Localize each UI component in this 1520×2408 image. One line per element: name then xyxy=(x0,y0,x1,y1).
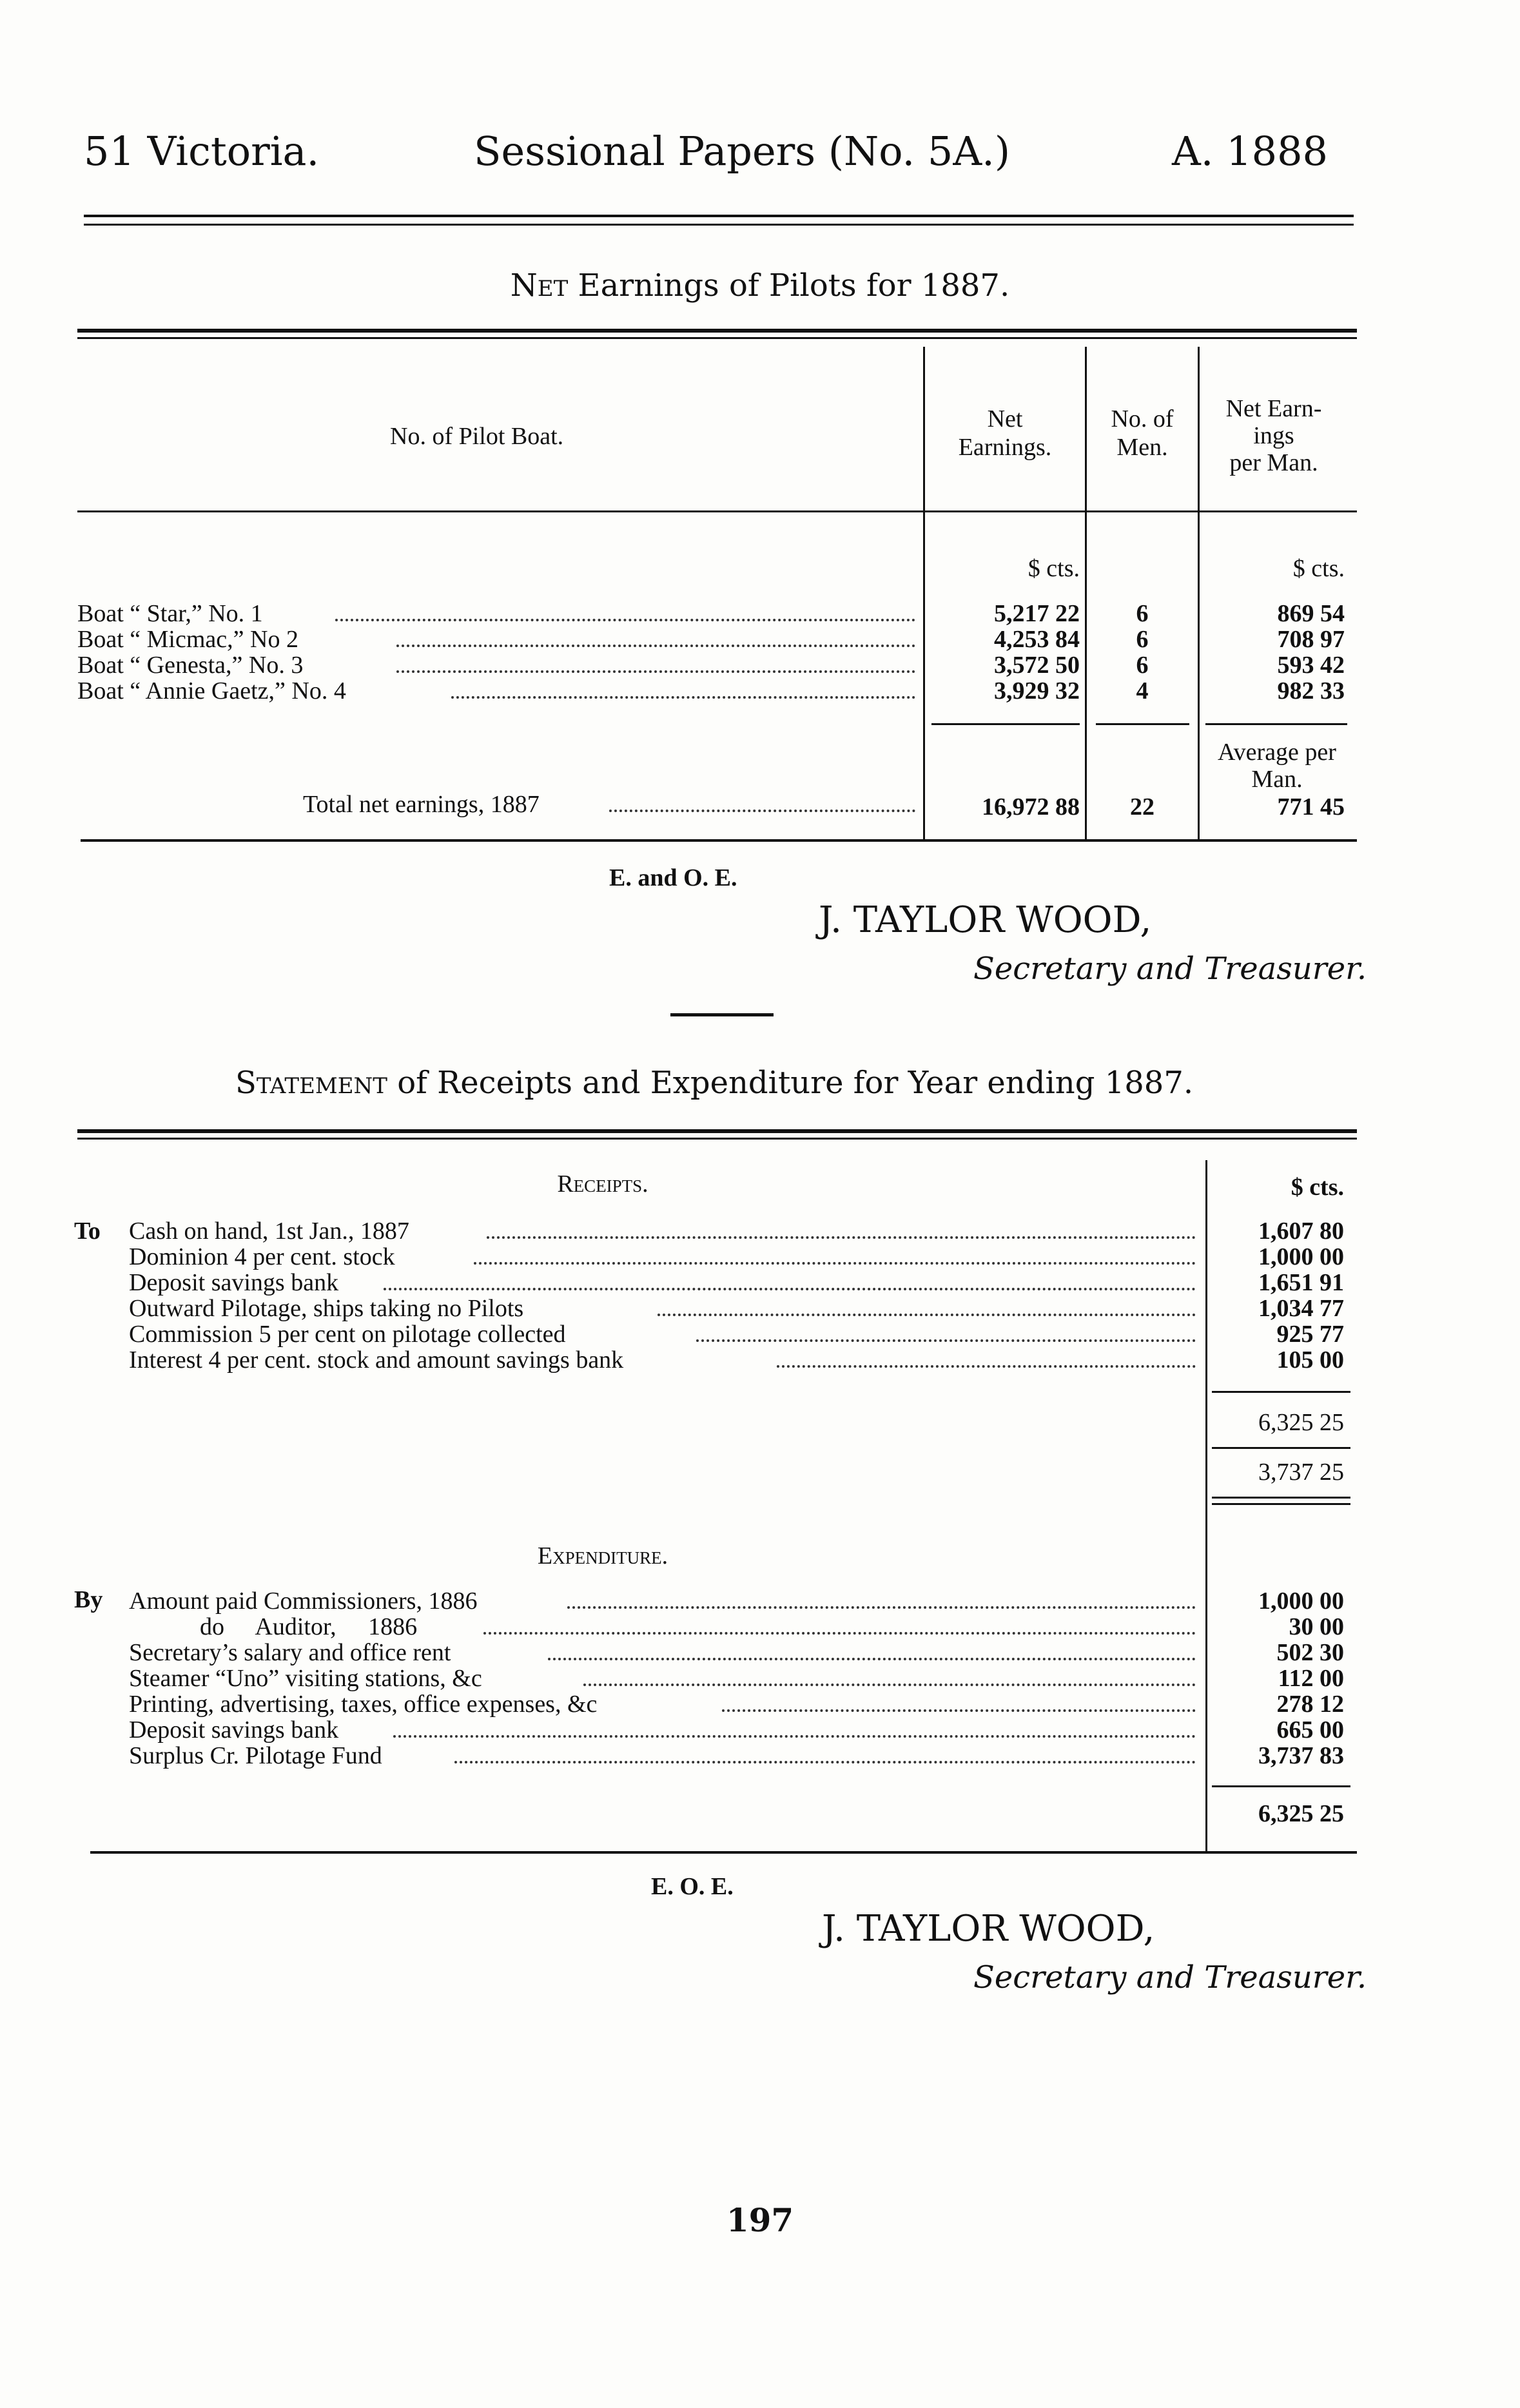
col-header-net-1: Net xyxy=(987,405,1023,432)
expenditure-amount-4: 112 00 xyxy=(1278,1665,1344,1692)
boat-row-3: Boat “ Genesta,” No. 3 xyxy=(77,652,304,679)
col-header-men-2: Men. xyxy=(1116,434,1168,461)
average-label-1: Average per xyxy=(1218,739,1336,766)
to-label: To xyxy=(74,1218,101,1245)
expenditure-total: 6,325 25 xyxy=(1258,1800,1344,1827)
boat-row-4: Boat “ Annie Gaetz,” No. 4 xyxy=(77,677,346,704)
receipt-amount-1: 1,607 80 xyxy=(1258,1218,1344,1245)
receipt-amount-6: 105 00 xyxy=(1276,1346,1344,1374)
leader-dots xyxy=(548,1658,1196,1660)
table2-title-prefix: Statement xyxy=(235,1065,387,1101)
receipt-3: Deposit savings bank xyxy=(129,1269,339,1296)
receipts-total: 6,325 25 xyxy=(1258,1409,1344,1436)
receipt-2: Dominion 4 per cent. stock xyxy=(129,1243,395,1270)
expenditure-amount-6: 665 00 xyxy=(1276,1716,1344,1743)
units-net: $ cts. xyxy=(1028,555,1080,582)
table1-title-rest: Earnings of Pilots for 1887. xyxy=(568,267,1010,304)
men-row-3: 6 xyxy=(1136,652,1149,679)
table1-top-rule-1 xyxy=(77,329,1357,333)
net-subtotal-rule xyxy=(931,723,1080,725)
leader-dots xyxy=(451,696,915,699)
net-row-4: 3,929 32 xyxy=(994,677,1080,704)
total-label: Total net earnings, 1887 xyxy=(303,791,540,818)
net-row-3: 3,572 50 xyxy=(994,652,1080,679)
expenditure-1: Amount paid Commissioners, 1886 xyxy=(129,1588,478,1615)
leader-dots xyxy=(396,670,915,673)
expenditure-6: Deposit savings bank xyxy=(129,1716,339,1743)
expenditure-4: Steamer “Uno” visiting stations, &c xyxy=(129,1665,482,1692)
receipts-sum-rule xyxy=(1212,1391,1350,1393)
receipt-4: Outward Pilotage, ships taking no Pilots xyxy=(129,1295,524,1322)
total-per: 771 45 xyxy=(1277,793,1345,820)
carried-rule-1 xyxy=(1212,1497,1350,1499)
net-row-2: 4,253 84 xyxy=(994,626,1080,653)
expenditure-amount-1: 1,000 00 xyxy=(1258,1588,1344,1615)
signature-name: J. TAYLOR WOOD, xyxy=(822,1908,1155,1950)
leader-dots xyxy=(658,1314,1196,1316)
header-center: Sessional Papers (No. 5A.) xyxy=(474,128,1011,175)
average-label-2: Man. xyxy=(1251,766,1303,793)
units-per: $ cts. xyxy=(1292,555,1345,582)
leader-dots xyxy=(474,1262,1196,1265)
men-row-4: 4 xyxy=(1136,677,1149,704)
leader-dots xyxy=(696,1339,1196,1342)
receipt-6: Interest 4 per cent. stock and amount savings bank xyxy=(129,1346,624,1374)
leader-dots xyxy=(454,1761,1196,1763)
col-header-per-3: per Man. xyxy=(1229,449,1318,476)
leader-dots xyxy=(722,1709,1196,1712)
signature-initials: E. O. E. xyxy=(651,1873,734,1900)
leader-dots xyxy=(583,1684,1196,1686)
total-men: 22 xyxy=(1130,793,1155,820)
table1-title xyxy=(0,267,1520,304)
receipts-header: Receipts. xyxy=(557,1170,648,1198)
table2-units: $ cts. xyxy=(1291,1174,1344,1201)
per-row-4: 982 33 xyxy=(1277,677,1345,704)
page-number: 197 xyxy=(726,2201,794,2239)
table2-top-rule-1 xyxy=(77,1129,1357,1133)
table2-top-rule-2 xyxy=(77,1138,1357,1140)
leader-dots xyxy=(609,810,915,812)
col-header-men-1: No. of xyxy=(1111,405,1174,432)
per-subtotal-rule xyxy=(1205,723,1347,725)
men-subtotal-rule xyxy=(1096,723,1189,725)
expenditure-amount-2: 30 00 xyxy=(1289,1613,1344,1640)
leader-dots xyxy=(483,1632,1196,1635)
leader-dots xyxy=(335,619,915,621)
carried-amount: 3,737 25 xyxy=(1258,1459,1344,1486)
carried-rule-2 xyxy=(1212,1503,1350,1505)
table2-bottom-rule xyxy=(90,1851,1357,1854)
expenditure-2: do Auditor, 1886 xyxy=(200,1613,418,1640)
header-right: A. 1888 xyxy=(1172,128,1328,175)
total-net: 16,972 88 xyxy=(982,793,1080,820)
expenditure-amount-5: 278 12 xyxy=(1276,1691,1344,1718)
receipt-amount-5: 925 77 xyxy=(1276,1321,1344,1348)
receipt-1: Cash on hand, 1st Jan., 1887 xyxy=(129,1218,409,1245)
table2-title-rest: of Receipts and Expenditure for Year ending 1887. xyxy=(387,1065,1194,1101)
expenditure-amount-7: 3,737 83 xyxy=(1258,1742,1344,1769)
col-header-per-1: Net Earn- xyxy=(1225,395,1322,422)
expenditure-7: Surplus Cr. Pilotage Fund xyxy=(129,1742,382,1769)
receipt-amount-2: 1,000 00 xyxy=(1258,1243,1344,1270)
boat-row-2: Boat “ Micmac,” No 2 xyxy=(77,626,298,653)
receipt-amount-3: 1,651 91 xyxy=(1258,1269,1344,1296)
per-row-3: 593 42 xyxy=(1277,652,1345,679)
table2-vline xyxy=(1205,1160,1207,1853)
leader-dots xyxy=(777,1365,1196,1368)
expenditure-5: Printing, advertising, taxes, office expenses, &c xyxy=(129,1691,598,1718)
per-row-1: 869 54 xyxy=(1277,600,1345,627)
leader-dots xyxy=(487,1236,1196,1239)
table1-bottom-rule xyxy=(81,839,1357,842)
col-header-per-2: ings xyxy=(1253,422,1294,449)
men-row-1: 6 xyxy=(1136,600,1149,627)
leader-dots xyxy=(384,1288,1196,1290)
expenditure-header: Expenditure. xyxy=(537,1542,668,1569)
leader-dots xyxy=(393,1735,1196,1738)
signature-name: J. TAYLOR WOOD, xyxy=(819,899,1152,941)
table1-header-rule xyxy=(77,510,1357,512)
men-row-2: 6 xyxy=(1136,626,1149,653)
col-header-net-2: Earnings. xyxy=(958,434,1052,461)
by-label: By xyxy=(74,1586,103,1613)
header-rule-2 xyxy=(84,224,1354,226)
col-header-boat: No. of Pilot Boat. xyxy=(390,423,564,450)
section-divider xyxy=(670,1013,774,1016)
expenditure-3: Secretary’s salary and office rent xyxy=(129,1639,451,1666)
expenditure-sum-rule xyxy=(1212,1785,1350,1787)
signature-title: Secretary and Treasurer. xyxy=(973,1959,1367,1995)
receipts-total-rule xyxy=(1212,1447,1350,1449)
net-row-1: 5,217 22 xyxy=(994,600,1080,627)
per-row-2: 708 97 xyxy=(1277,626,1345,653)
leader-dots xyxy=(396,645,915,647)
table1-title-prefix: Net xyxy=(510,267,569,304)
expenditure-amount-3: 502 30 xyxy=(1276,1639,1344,1666)
receipt-amount-4: 1,034 77 xyxy=(1258,1295,1344,1322)
header-left: 51 Victoria. xyxy=(84,128,320,175)
signature-initials: E. and O. E. xyxy=(609,864,737,891)
signature-title: Secretary and Treasurer. xyxy=(973,951,1367,987)
table2-title xyxy=(235,1065,1193,1101)
header-rule-1 xyxy=(84,215,1354,217)
table1-top-rule-2 xyxy=(77,337,1357,339)
boat-row-1: Boat “ Star,” No. 1 xyxy=(77,600,263,627)
receipt-5: Commission 5 per cent on pilotage collected xyxy=(129,1321,566,1348)
leader-dots xyxy=(567,1606,1196,1609)
